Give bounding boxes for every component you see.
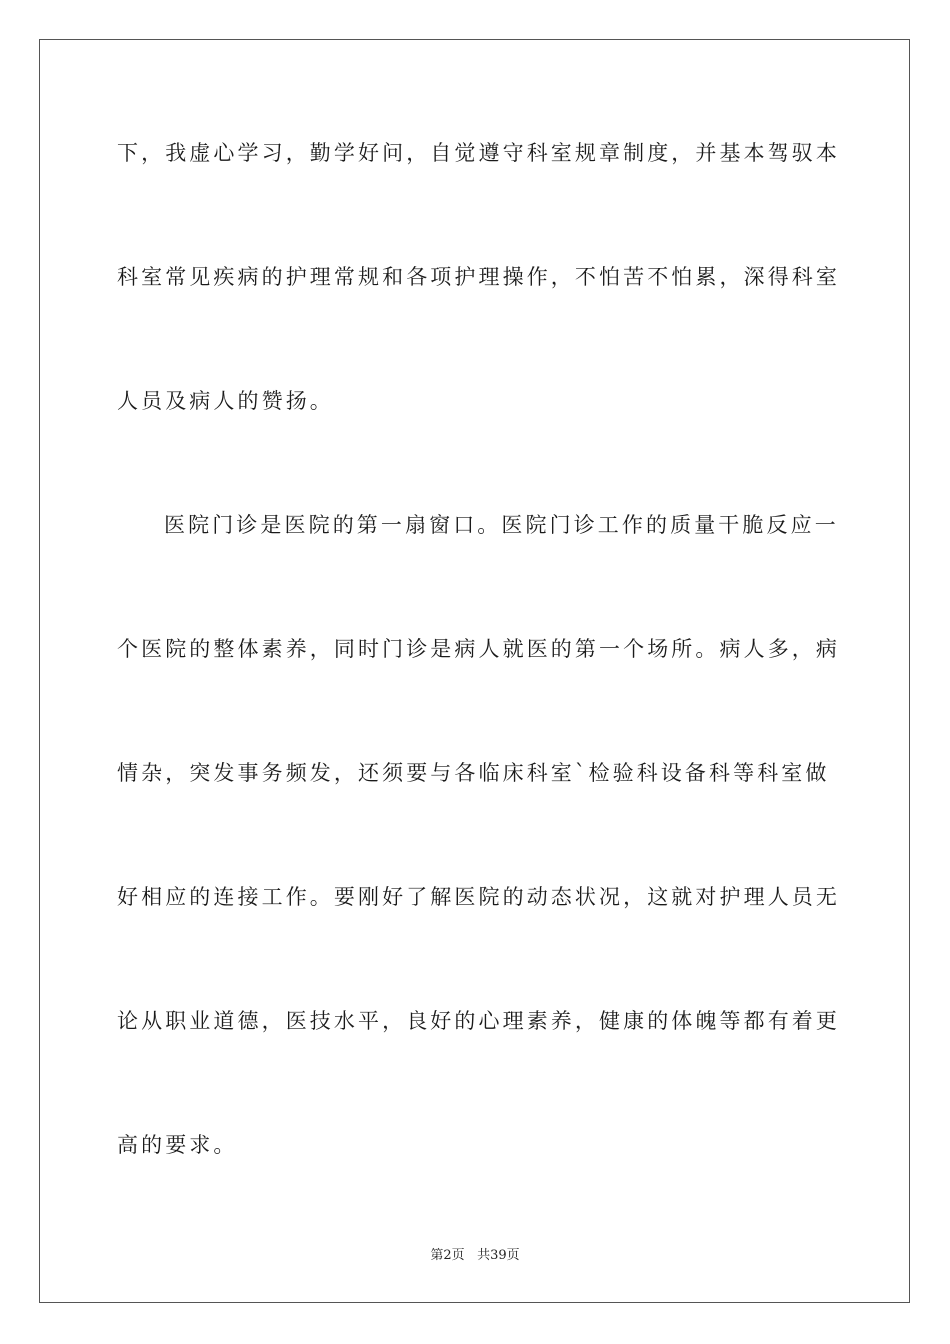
paragraph-line: 下，我虚心学习，勤学好问，自觉遵守科室规章制度，并基本驾驭本: [117, 141, 840, 165]
paragraph-line: 论从职业道德，医技水平，良好的心理素养，健康的体魄等都有着更: [117, 1009, 840, 1033]
total-pages: 共39页: [477, 1248, 520, 1263]
page-footer: [0, 1248, 950, 1264]
paragraph-line: 个医院的整体素养，同时门诊是病人就医的第一个场所。病人多，病: [117, 637, 840, 661]
paragraph-line: 医院门诊是医院的第一扇窗口。医院门诊工作的质量干脆反应一: [164, 513, 839, 537]
paragraph-line: 情杂，突发事务频发，还须要与各临床科室`检验科设备科等科室做: [117, 761, 830, 785]
paragraph-line: 科室常见疾病的护理常规和各项护理操作，不怕苦不怕累，深得科室: [117, 265, 840, 289]
paragraph-line: 人员及病人的赞扬。: [117, 389, 334, 413]
page-border: [39, 39, 910, 1303]
paragraph-line: 高的要求。: [117, 1133, 238, 1157]
page-number: 第2页: [430, 1248, 465, 1263]
paragraph-line: 好相应的连接工作。要刚好了解医院的动态状况，这就对护理人员无: [117, 885, 840, 909]
